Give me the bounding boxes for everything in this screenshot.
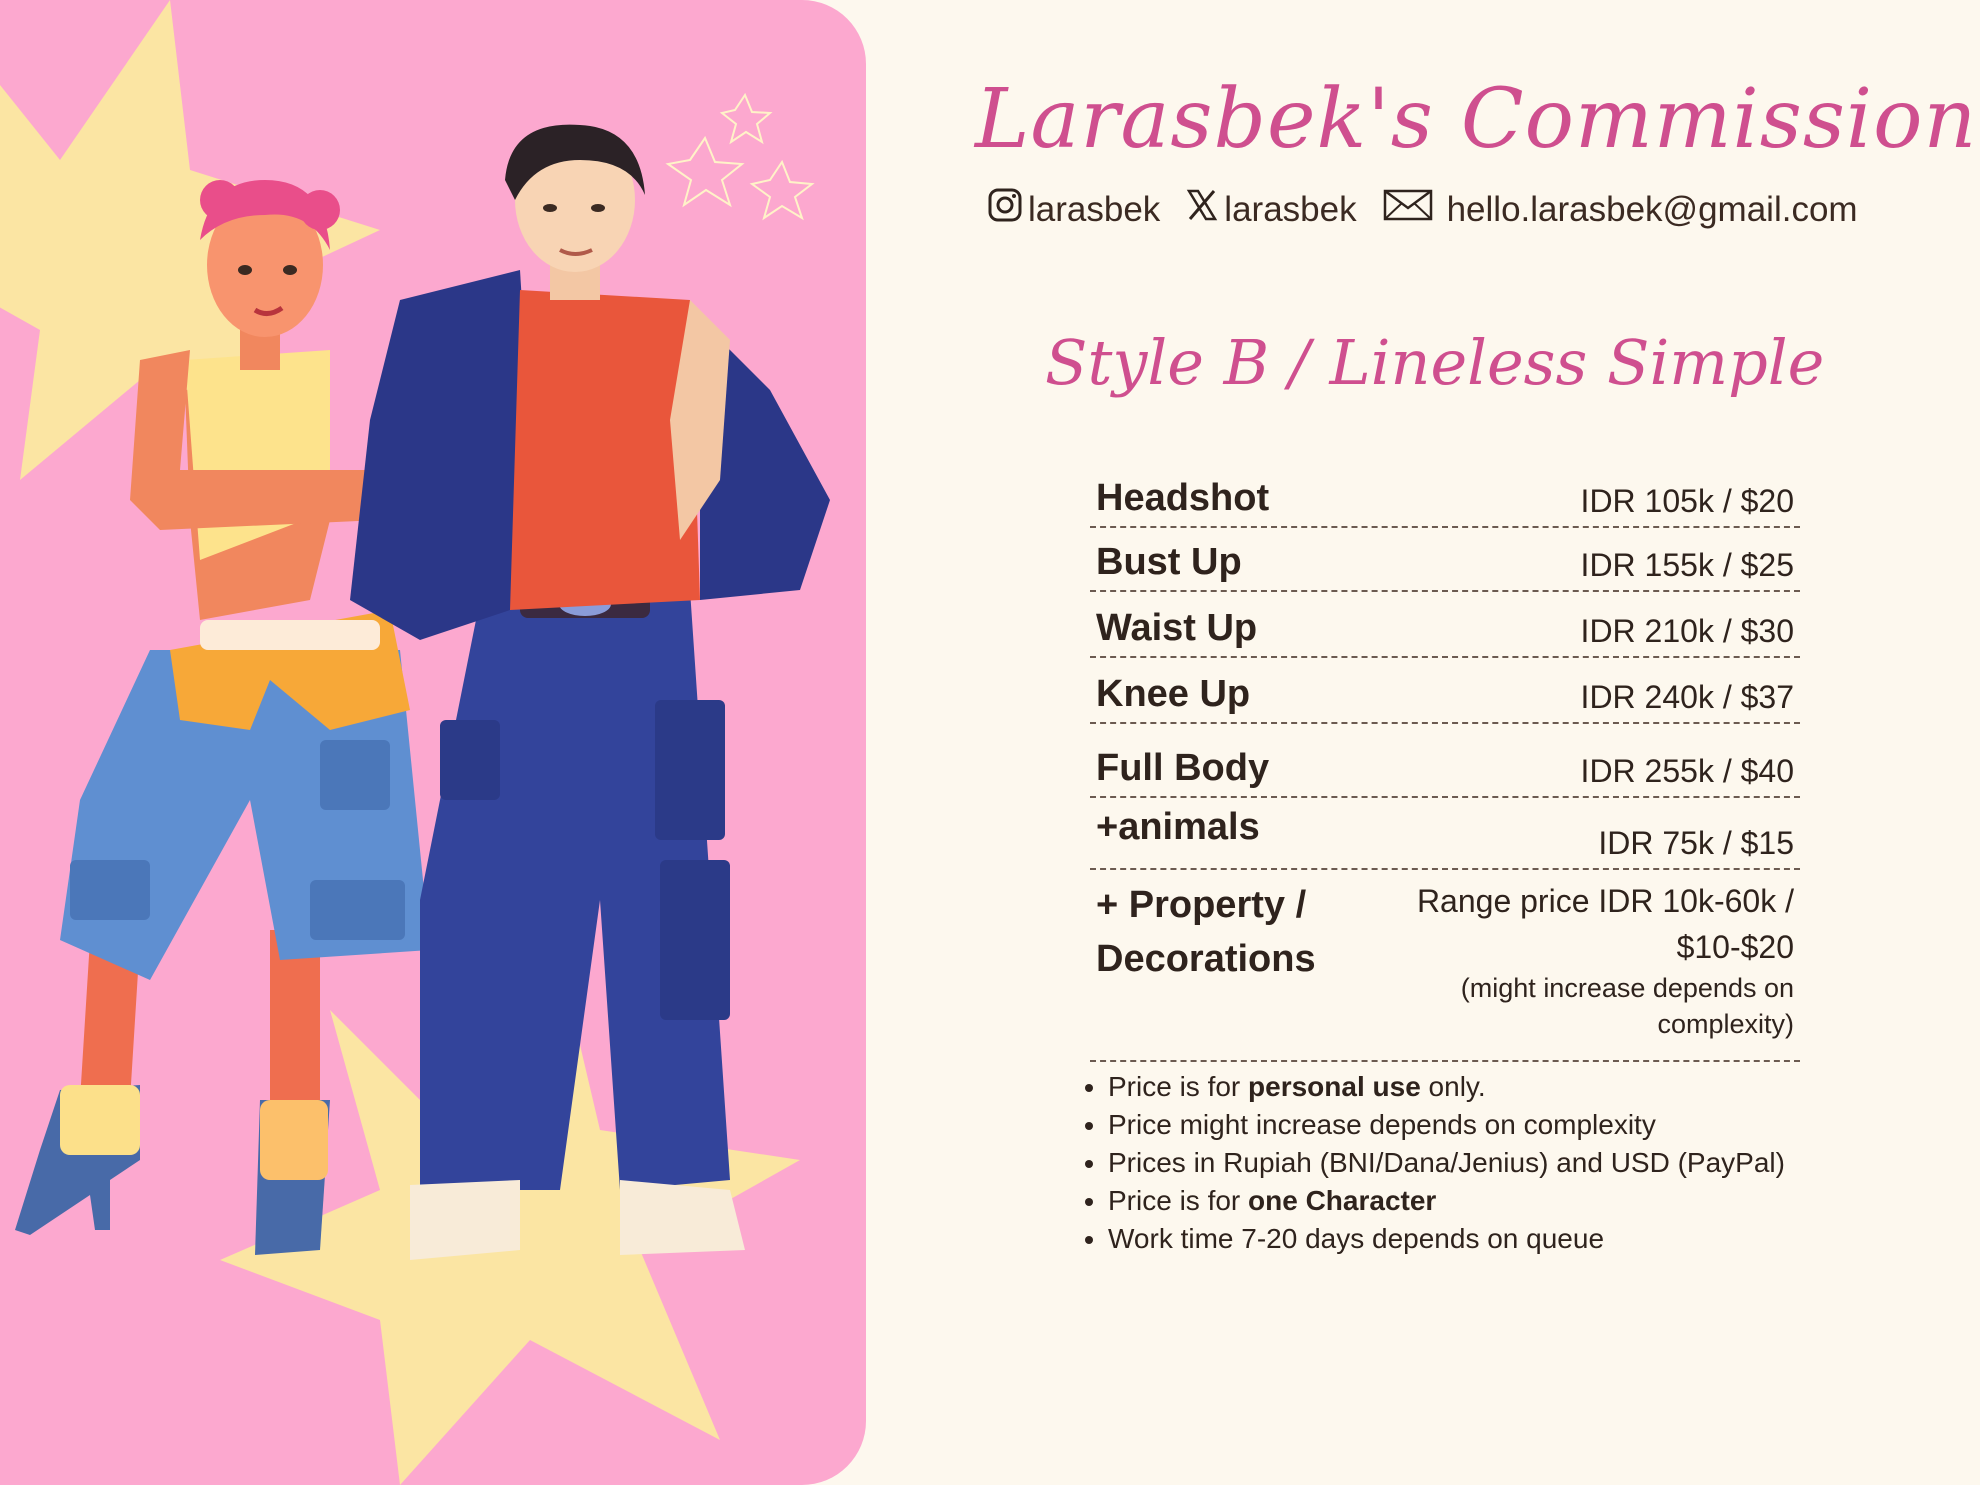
note-2: Price might increase depends on complexity: [1108, 1109, 1656, 1140]
row-name: Waist Up: [1096, 607, 1258, 649]
character-illustration: [0, 0, 866, 1485]
property-price-line2: $10-$20: [1676, 929, 1794, 965]
outline-star-1: [722, 95, 770, 142]
price-table: [1090, 462, 1800, 1062]
row-name: +animals: [1096, 806, 1260, 848]
note-1-post: only.: [1420, 1071, 1486, 1102]
row-name: Bust Up: [1096, 541, 1242, 583]
row-name: Full Body: [1096, 747, 1270, 789]
property-price-block: [1414, 878, 1794, 1042]
note-4-bold: one Character: [1248, 1185, 1437, 1216]
outline-star-3: [752, 162, 812, 218]
note-3: Prices in Rupiah (BNI/Dana/Jenius) and USD (PayPal): [1108, 1147, 1785, 1178]
x-logo-icon: [1186, 188, 1218, 231]
row-name: Headshot: [1096, 477, 1270, 519]
terms-list: [1080, 1068, 1828, 1258]
list-item: [1108, 1220, 1828, 1258]
note-5: Work time 7-20 days depends on queue: [1108, 1223, 1605, 1254]
illustration-panel: [0, 0, 866, 1485]
row-price: IDR 75k / $15: [1598, 825, 1794, 861]
row-price: IDR 155k / $25: [1580, 547, 1794, 583]
x-handle: larasbek: [1224, 189, 1357, 229]
price-row-waist-up: [1090, 592, 1800, 658]
outline-star-2: [668, 138, 742, 205]
row-name: + Property / Decorations: [1096, 884, 1316, 980]
property-note: (might increase depends on complexity): [1460, 973, 1794, 1039]
email-address: hello.larasbek@gmail.com: [1446, 189, 1858, 229]
row-price: IDR 255k / $40: [1580, 753, 1794, 789]
price-row-bust-up: [1090, 528, 1800, 592]
x-contact[interactable]: [1186, 188, 1356, 231]
price-row-property: [1090, 870, 1800, 1062]
style-subtitle: Style B / Lineless Simple: [1045, 326, 1825, 399]
row-name: Knee Up: [1096, 673, 1251, 715]
row-price: IDR 240k / $37: [1580, 679, 1794, 715]
list-item: [1108, 1144, 1828, 1182]
property-price-line1: Range price IDR 10k-60k /: [1416, 883, 1794, 919]
note-1-pre: Price is for: [1108, 1071, 1249, 1102]
list-item: [1108, 1106, 1828, 1144]
page-title: Larasbek's Commission: [975, 72, 1978, 167]
contact-bar: [988, 188, 1884, 231]
instagram-contact[interactable]: [988, 188, 1160, 231]
instagram-icon: [988, 188, 1022, 231]
price-row-full-body: [1090, 724, 1800, 798]
list-item: [1108, 1182, 1828, 1220]
note-4-pre: Price is for: [1108, 1185, 1249, 1216]
row-price: IDR 210k / $30: [1580, 613, 1794, 649]
instagram-handle: larasbek: [1028, 189, 1161, 229]
note-1-bold: personal use: [1248, 1071, 1421, 1102]
email-contact[interactable]: [1383, 189, 1858, 230]
list-item: [1108, 1068, 1828, 1106]
price-row-animals: [1090, 798, 1800, 870]
price-row-knee-up: [1090, 658, 1800, 724]
price-row-headshot: [1090, 462, 1800, 528]
mail-icon: [1383, 189, 1433, 230]
row-price: IDR 105k / $20: [1580, 483, 1794, 519]
